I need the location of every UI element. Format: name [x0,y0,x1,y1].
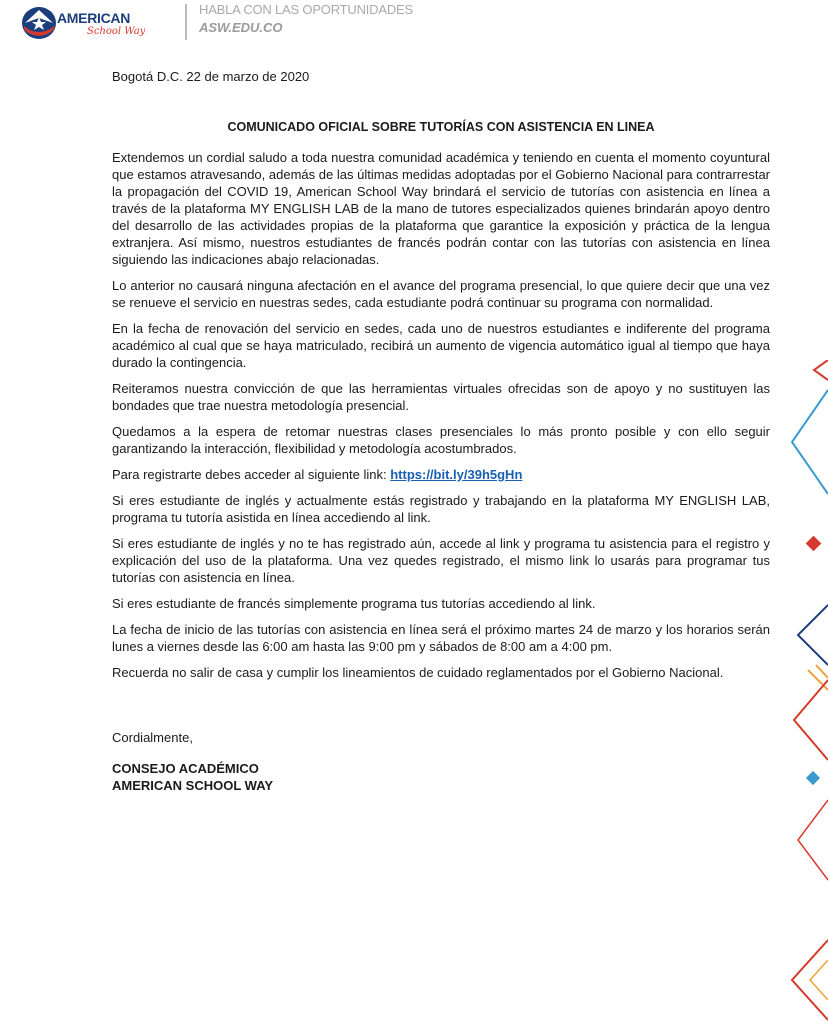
letter-title: COMUNICADO OFICIAL SOBRE TUTORÍAS CON ASISTENCIA EN LINEA [227,120,655,134]
register-text: Para registrarte debes acceder al siguiente link: [112,467,391,482]
brand-tagline: School Way [87,26,146,37]
paragraph: Si eres estudiante de inglés y actualmente estás registrado y trabajando en la plataforma MY ENGLISH LAB, programa tu tutoría asistida en línea accediendo al link. [112,493,770,525]
paragraph: Reiteramos nuestra convicción de que las herramientas virtuales ofrecidas son de apoyo y no sustituyen las bondades que trae nuestra metodología presencial. [112,381,770,413]
paragraph: Quedamos a la espera de retomar nuestras clases presenciales lo más pronto posible y con ello seguir garantizando la interacción, flexibilidad y metodología acostumbrados. [112,424,770,456]
letter-body [112,68,770,794]
letter-date: Bogotá D.C. 22 de marzo de 2020 [112,69,310,84]
signature-line: AMERICAN SCHOOL WAY [112,778,274,793]
decorative-diamond-icon [788,360,828,1029]
website: ASW.EDU.CO [199,20,283,35]
paragraph: Lo anterior no causará ninguna afectación en el avance del programa presencial, lo que quiere decir que una vez se renueve el servicio en nuestras sedes, cada estudiante podrá continuar su programa con normalidad. [112,278,770,310]
paragraph: Si eres estudiante de francés simplemente programa tus tutorías accediendo al link. [112,596,596,611]
paragraph: Recuerda no salir de casa y cumplir los lineamientos de cuidado reglamentados por el Gobierno Nacional. [112,665,724,680]
signature-line: CONSEJO ACADÉMICO [112,761,259,776]
letterhead [0,0,828,52]
paragraph: Extendemos un cordial saludo a toda nuestra comunidad académica y teniendo en cuenta el momento coyuntural que estamos atravesando, además de las últimas medidas adoptadas por el Gobierno Nacional para contrarrestar la propagación del COVID 19, American School Way brindará el servicio de tutorías con asistencia en línea a través de la plataforma MY ENGLISH LAB de la mano de tutores especializados quienes brindarán apoyo dentro del desarrollo de las actividades propias de la plataforma que garantice la exposición y práctica de la lengua extranjera. Así mismo, nuestros estudiantes de francés podrán contar con las tutorías con asistencia en línea siguiendo las indicaciones abajo relacionadas. [112,150,770,267]
slogan: HABLA CON LAS OPORTUNIDADES [199,2,413,17]
paragraph: Si eres estudiante de inglés y no te has registrado aún, accede al link y programa tu asistencia para el registro y explicación del uso de la plataforma. Una vez quedes registrado, el mismo link lo usarás para programar tus tutorías con asistencia en línea. [112,536,770,585]
header-divider [185,4,187,40]
paragraph: La fecha de inicio de las tutorías con asistencia en línea será el próximo martes 24 de marzo y los horarios serán lunes a viernes desde las 6:00 am hasta las 9:00 pm y sábados de 8:00 am a 4:00 pm. [112,622,770,654]
closing: Cordialmente, [112,730,193,745]
brand-name: AMERICAN [57,10,131,26]
register-link[interactable]: https://bit.ly/39h5gHn [390,467,523,482]
register-paragraph [112,466,770,483]
paragraph: En la fecha de renovación del servicio en sedes, cada uno de nuestros estudiantes e indiferente del programa académico al cual que se haya matriculado, recibirá un aumento de vigencia automático igual al tiempo que haya durado la contingencia. [112,321,770,370]
